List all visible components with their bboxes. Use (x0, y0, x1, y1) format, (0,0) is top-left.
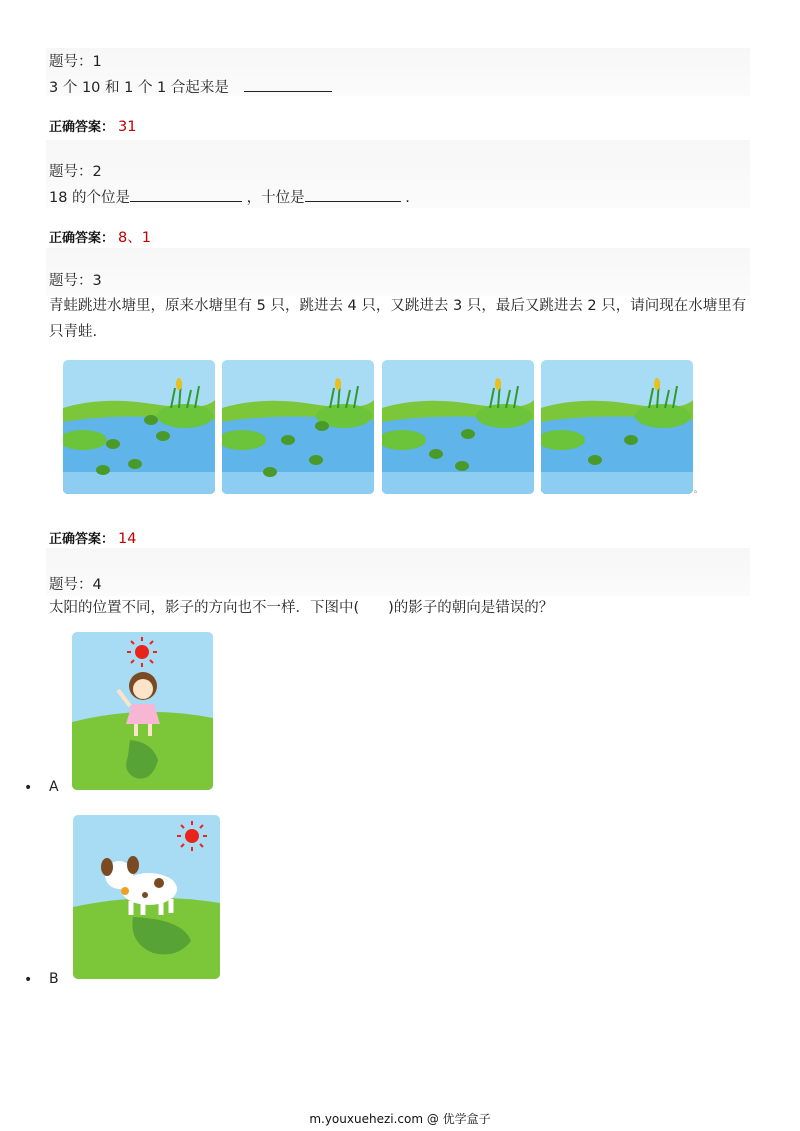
answer-label: 正确答案： (49, 532, 115, 547)
question-3-answer (49, 528, 136, 547)
question-4-number: 题号：4 (49, 577, 102, 593)
answer-label: 正确答案： (49, 120, 115, 135)
answer-blank (244, 77, 332, 92)
question-3-text: 青蛙跳进水塘里，原来水塘里有 5 只，跳进去 4 只，又跳进去 3 只，最后又跳进去 2 只，请问现在水塘里有 只青蛙. (49, 298, 747, 340)
option-b-bullet: • (24, 972, 33, 988)
answer-value: 8、1 (118, 230, 151, 246)
question-2-stem-a: 18 的个位是 (49, 190, 131, 206)
footer-watermark: m.youxuehezi.com @ 优学盒子 (309, 1112, 491, 1126)
answer-label: 正确答案： (49, 231, 115, 246)
question-3-header-bar (46, 248, 750, 296)
frog-pond-image-4 (541, 360, 693, 494)
question-1-text (49, 77, 332, 98)
question-2-stem-c: . (405, 190, 410, 206)
option-b-label[interactable]: B (49, 971, 59, 987)
question-4-text: 太阳的位置不同，影子的方向也不一样．下图中( )的影子的朝向是错误的？ (49, 600, 554, 616)
question-2-number: 题号：2 (49, 164, 102, 180)
option-a-bullet: • (24, 780, 33, 796)
question-1-stem: 3 个 10 和 1 个 1 合起来是 (49, 80, 229, 96)
answer-value: 14 (118, 531, 137, 547)
question-2-answer (49, 226, 151, 247)
trailing-mark: 。 (694, 485, 702, 494)
option-a-label[interactable]: A (49, 779, 59, 795)
frog-pond-image-3 (382, 360, 534, 494)
question-4-header-bar (46, 548, 750, 596)
answer-blank (305, 187, 401, 202)
question-2-stem-b: ，十位是 (246, 190, 305, 206)
answer-blank (130, 187, 242, 202)
frog-pond-image-1 (63, 360, 215, 494)
frog-pond-image-2 (222, 360, 374, 494)
question-1-number: 题号：1 (49, 54, 102, 70)
option-a-image (72, 632, 213, 790)
answer-value: 31 (118, 119, 137, 135)
question-2-text (49, 187, 410, 208)
question-1-answer (49, 116, 136, 135)
question-3-number: 题号：3 (49, 273, 102, 289)
option-b-image (73, 815, 220, 979)
